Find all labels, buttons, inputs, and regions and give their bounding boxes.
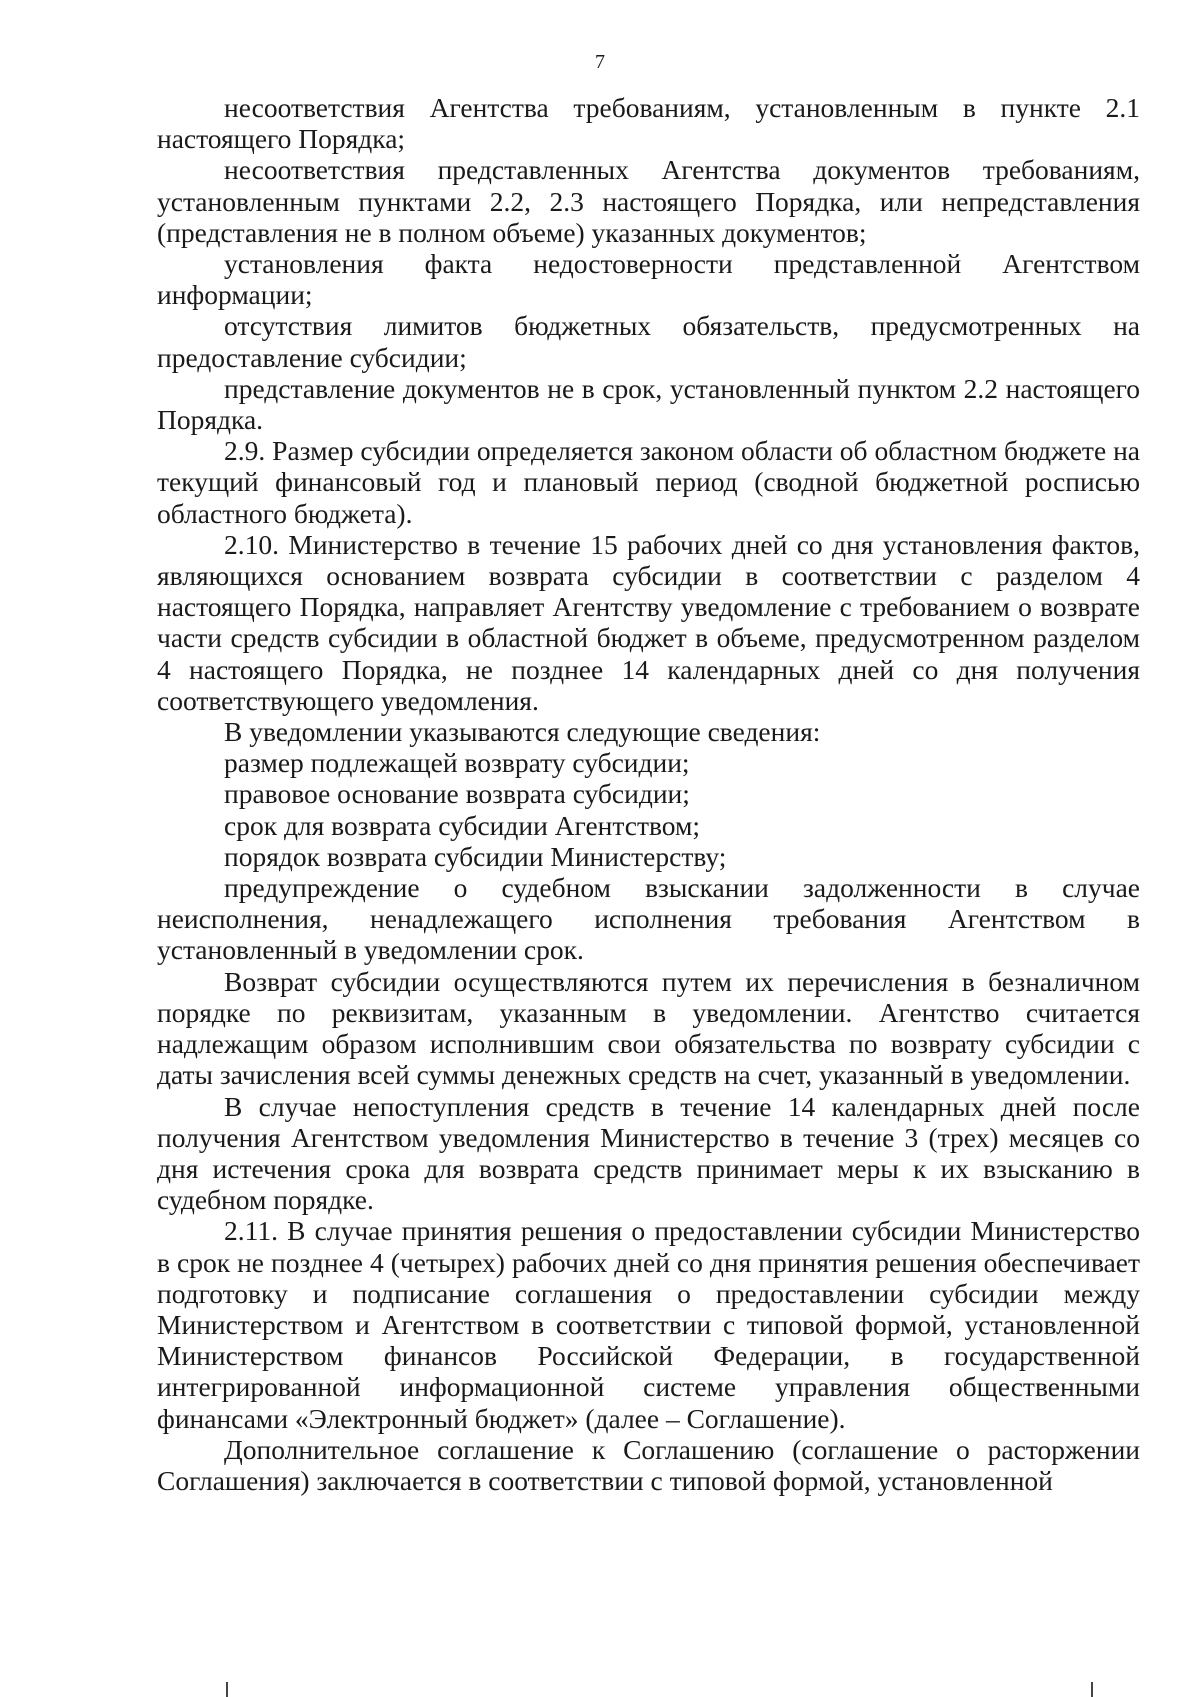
paragraph: отсутствия лимитов бюджетных обязательств, предусмотренных на предоставление субсидии; (157, 310, 1140, 373)
paragraph: несоответствия Агентства требованиям, установленным в пункте 2.1 настоящего Порядка; (157, 92, 1140, 155)
document-body (157, 92, 1140, 1496)
paragraph: представление документов не в срок, установленный пунктом 2.2 настоящего Порядка. (157, 372, 1140, 436)
paragraph: 2.9. Размер субсидии определяется законом области об областном бюджете на текущий финансовый год и плановый период (сводной бюджетной росписью областного бюджета). (157, 435, 1140, 529)
list-item: срок для возврата субсидии Агентством; (224, 809, 701, 841)
paragraph: несоответствия представленных Агентства документов требованиям, установленным пунктами 2.2, 2.3 настоящего Порядка, или непредставления (представления не в полном объеме) указанных документов; (157, 154, 1140, 248)
list-item: порядок возврата субсидии Министерству; (224, 840, 727, 872)
paragraph: 2.11. В случае принятия решения о предоставлении субсидии Министерство в срок не позднее 4 (четырех) рабочих дней со дня принятия решения обеспечивает подготовку и подписание соглашения о предоставлении субсидии между Министерством и Агентством в соответствии с типовой формой, установленной Министерством финансов Российской Федерации, в государственной интегрированной информационной системе управления общественными финансами «Электронный бюджет» (далее – Соглашение). (157, 1215, 1140, 1434)
list-item: правовое основание возврата субсидии; (224, 778, 690, 810)
paragraph: В случае непоступления средств в течение 14 календарных дней после получения Агентством уведомления Министерство в течение 3 (трех) месяцев со дня истечения срока для возврата средств принимает меры к их взысканию в судебном порядке. (157, 1090, 1140, 1216)
list-item: предупреждение о судебном взыскании задолженности в случае неисполнения, ненадлежащего исполнения требования Агентством в установленный в уведомлении срок. (157, 872, 1140, 966)
scan-edge-mark (226, 1682, 228, 1697)
paragraph: установления факта недостоверности представленной Агентством информации; (157, 248, 1140, 311)
page-number: 7 (595, 51, 605, 73)
list-item: размер подлежащей возврату субсидии; (224, 747, 690, 779)
paragraph: Возврат субсидии осуществляются путем их перечисления в безналичном порядке по реквизитам, указанным в уведомлении. Агентство считается надлежащим образом исполнившим свои обязательства по возврату субсидии с даты зачисления всей суммы денежных средств на счет, указанный в уведомлении. (157, 965, 1140, 1091)
paragraph: В уведомлении указываются следующие сведения: (224, 716, 821, 748)
scan-edge-mark (1091, 1682, 1093, 1697)
paragraph: Дополнительное соглашение к Соглашению (соглашение о расторжении Соглашения) заключается в соответствии с типовой формой, установленной (157, 1433, 1140, 1496)
paragraph: 2.10. Министерство в течение 15 рабочих дней со дня установления фактов, являющихся основанием возврата субсидии в соответствии с разделом 4 настоящего Порядка, направляет Агентству уведомление с требованием о возврате части средств субсидии в областной бюджет в объеме, предусмотренном разделом 4 настоящего Порядка, не позднее 14 календарных дней со дня получения соответствующего уведомления. (157, 528, 1140, 716)
